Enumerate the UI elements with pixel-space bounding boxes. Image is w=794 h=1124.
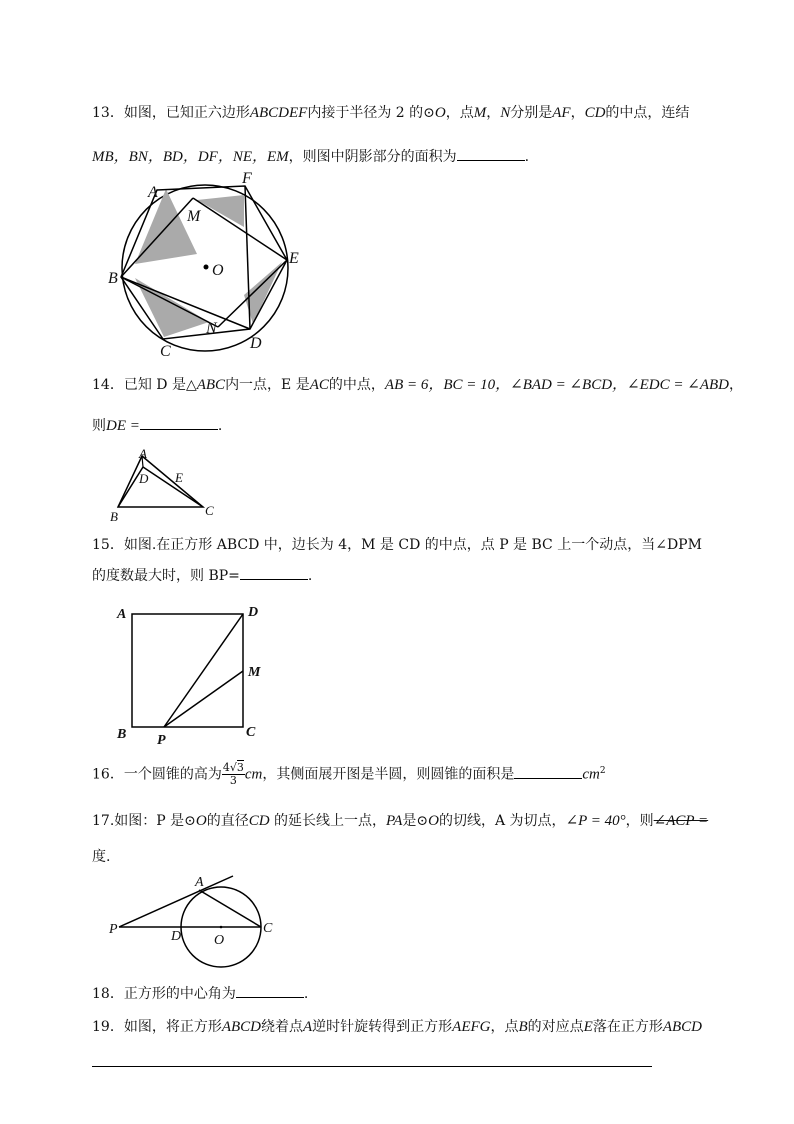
q14-line2: [92, 415, 222, 435]
q17-label-d: D: [171, 929, 182, 944]
q16-unit-cm2: cm: [582, 766, 600, 783]
q14-seg-dc: [143, 467, 203, 507]
q17-circle-name: O: [428, 813, 439, 829]
q13-text: ，则图中阴影部分的面积为: [288, 149, 457, 165]
q17-label-o: O: [214, 933, 225, 948]
q19-text: 绕着点: [261, 1019, 303, 1035]
q17-label-c: C: [263, 921, 273, 936]
q15-label-c: C: [246, 725, 256, 740]
q14-text: 内一点，E 是: [225, 377, 310, 393]
q18-text: .: [303, 986, 309, 1002]
q14-figure: [105, 445, 225, 525]
q13-point-n: N: [500, 105, 511, 121]
q13-point-m: M: [473, 105, 487, 121]
q13-hexagon-name: ABCDEF: [249, 105, 308, 121]
q16-num-coef: 4: [222, 761, 230, 774]
q17-line2: [92, 846, 110, 866]
q13-text: 13．如图，已知正六边形: [92, 105, 250, 121]
q17-seg-ac: [199, 890, 261, 927]
q13-label-d: D: [250, 335, 262, 352]
q15-text: 15．如图.在正方形 ABCD 中，边长为 4，M 是 CD 的中点，点 P 是 BC 上一个动点，当∠DPM: [92, 537, 702, 553]
q17-circle-name: O: [195, 813, 207, 829]
q13-shade-top: [197, 195, 244, 227]
q14-text: .: [217, 418, 223, 434]
q14-text: ，: [728, 377, 743, 393]
q14-label-e: E: [175, 470, 183, 485]
q13-text: 的中点，连结: [605, 105, 690, 121]
q19-text: 19．如图，将正方形: [92, 1019, 222, 1035]
q13-text: ，点: [445, 105, 474, 121]
q13-shade-left: [135, 189, 197, 264]
q13-text: 分别是: [510, 105, 553, 121]
q17-seg-pa: PA: [386, 813, 403, 829]
q19-square-aefg: AEFG: [452, 1019, 491, 1035]
q16-fraction-denominator: 3: [229, 774, 237, 787]
q17-text: 的直径: [206, 813, 249, 829]
q19-text: 逆时针旋转得到正方形: [312, 1019, 453, 1035]
q16-unit-cm: cm: [244, 766, 263, 783]
q17-text: 的延长线上一点，: [269, 813, 387, 829]
q15-label-a: A: [117, 607, 127, 622]
q13-figure: [100, 165, 310, 365]
q13-label-n: N: [206, 320, 217, 337]
q17-label-p: P: [109, 922, 118, 937]
q15-text: 的度数最大时，则 BP=: [92, 568, 240, 584]
q14-text: 则: [92, 418, 106, 434]
q17-text: ，则: [625, 813, 654, 829]
q18-line: [92, 983, 308, 1003]
q13-label-b: B: [108, 270, 118, 287]
q14-label-b: B: [110, 509, 118, 524]
q13-text: .: [524, 149, 530, 165]
q13-text: ，: [486, 105, 501, 121]
q14-label-d: D: [139, 471, 149, 486]
q15-label-p: P: [157, 733, 166, 748]
q13-label-o: O: [212, 262, 224, 279]
q15-text: .: [307, 568, 313, 584]
q15-line1: [92, 534, 702, 554]
q16-fraction-numerator: 4√3: [222, 761, 244, 774]
q19-text: 的对应点: [527, 1019, 584, 1035]
q13-text: 内接于半径为 2 的⊙: [307, 105, 435, 121]
q14-text: 的中点，: [328, 377, 385, 393]
q13-segments: MB，BN，BD，DF，NE，EM: [92, 149, 289, 165]
q14-text: 14．已知 D 是△: [92, 377, 197, 393]
q13-seg-af: AF: [552, 105, 571, 121]
q19-point-a: A: [303, 1019, 313, 1035]
footer-rule: [92, 1066, 652, 1067]
q15-label-m: M: [248, 665, 261, 680]
q17-seg-cd: CD: [248, 813, 270, 829]
q17-label-a: A: [195, 875, 204, 890]
q15-answer-blank[interactable]: [240, 565, 308, 580]
q16-line: [92, 762, 606, 787]
q16-num-radicand: 3: [236, 761, 244, 774]
q14-label-c: C: [205, 503, 214, 518]
q15-label-d: D: [248, 605, 259, 620]
q19-point-e: E: [583, 1019, 593, 1035]
q15-seg-pd: [164, 614, 243, 727]
q15-seg-pm: [164, 671, 243, 727]
q13-label-m: M: [187, 208, 201, 225]
q17-text: 是⊙: [402, 813, 429, 829]
q13-seg-cd: CD: [584, 105, 606, 121]
q13-line2: [92, 145, 529, 166]
q19-square-abcd-ref: ABCD: [662, 1019, 703, 1035]
q14-line1: [92, 373, 743, 394]
q13-seg-df: [245, 186, 250, 329]
q18-text: 18．正方形的中心角为: [92, 986, 236, 1002]
q13-center-dot: [204, 265, 209, 270]
q16-answer-blank[interactable]: [514, 764, 582, 779]
q17-center-dot: [220, 926, 223, 929]
q17-angle-p: ∠P = 40°: [565, 813, 626, 829]
q19-square-abcd: ABCD: [221, 1019, 261, 1035]
q17-text: 度.: [92, 849, 111, 865]
q16-unit-exponent: 2: [599, 765, 606, 776]
q13-circle-name: O: [434, 105, 446, 121]
q13-text: ，: [570, 105, 585, 121]
q14-answer-blank[interactable]: [140, 415, 218, 430]
q19-point-b: B: [518, 1019, 528, 1035]
q17-text: 的切线，A 为切点，: [439, 813, 566, 829]
q15-label-b: B: [117, 727, 127, 742]
q13-label-a: A: [148, 184, 158, 201]
q14-label-a: A: [139, 446, 147, 461]
q13-label-e: E: [289, 250, 299, 267]
q19-text: ，点: [490, 1019, 519, 1035]
q13-label-f: F: [242, 170, 252, 187]
q19-text: 落在正方形: [592, 1019, 663, 1035]
q17-line1: [92, 810, 708, 830]
q16-text: ，其侧面展开图是半圆，则圆锥的面积是: [262, 766, 515, 783]
q13-label-c: C: [160, 343, 171, 360]
q14-conditions: AB = 6，BC = 10，∠BAD = ∠BCD，∠EDC = ∠ABD: [384, 377, 729, 393]
q14-de: DE =: [106, 418, 140, 434]
q14-seg-ac: AC: [309, 377, 329, 393]
q13-answer-blank[interactable]: [457, 146, 525, 161]
q15-figure: [112, 598, 272, 748]
q17-tangent-pa: [119, 876, 233, 927]
q19-line1: [92, 1016, 702, 1036]
q16-height-fraction: [222, 762, 245, 787]
q17-angle-acp: ∠ACP =: [653, 813, 709, 829]
q17-text: 17.如图：P 是⊙: [92, 813, 196, 829]
q16-text: 16．一个圆锥的高为: [92, 766, 222, 783]
q15-line2: [92, 565, 312, 585]
q17-figure: [105, 870, 285, 950]
q18-answer-blank[interactable]: [236, 983, 304, 998]
q13-line1: [92, 102, 689, 122]
q14-triangle-name: ABC: [196, 377, 226, 393]
